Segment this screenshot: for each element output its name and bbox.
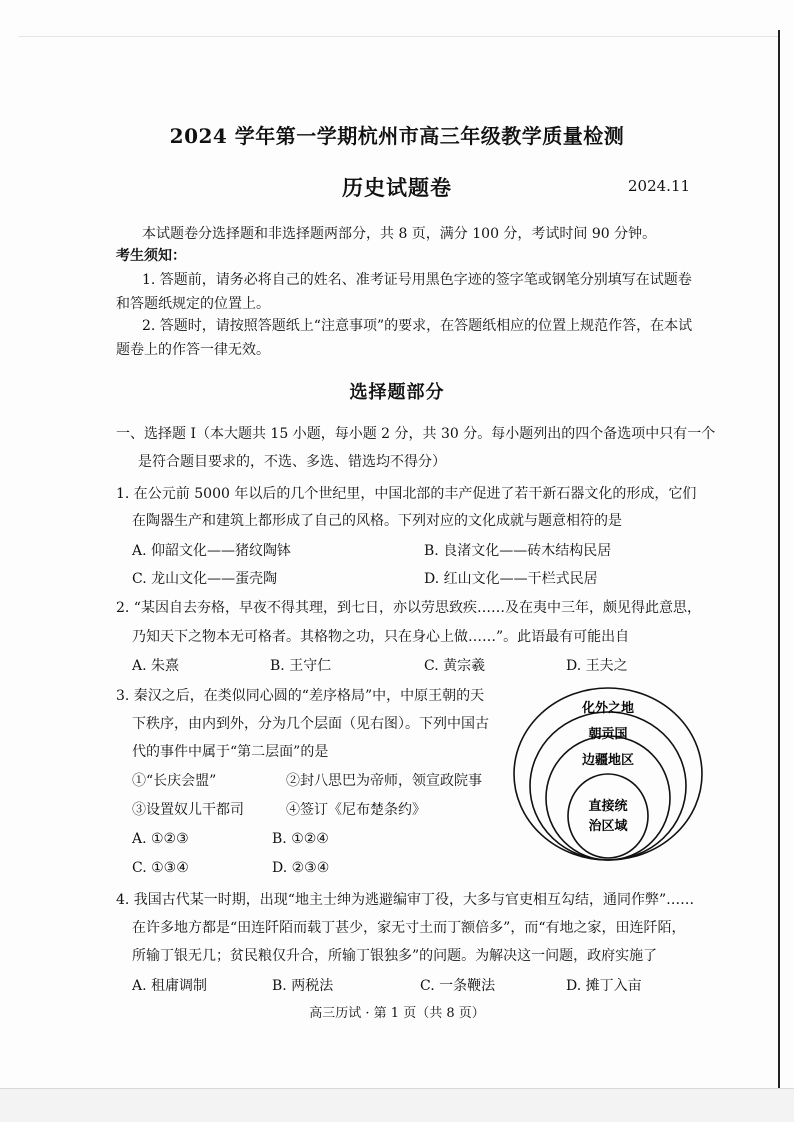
ring-2-label: 朝贡国 (588, 727, 628, 742)
q4-option-c: C. 一条鞭法 (420, 978, 496, 994)
q3-item-1: ①“长庆会盟” (132, 773, 217, 789)
q3-item-4: ④签订《尼布楚条约》 (286, 802, 426, 818)
q3-stem-line2: 下秩序，由内到外，分为几个层面（见右图）。下列中国古 (132, 716, 489, 732)
q4-option-a: A. 租庸调制 (132, 978, 208, 994)
q1-stem-line2: 在陶器生产和建筑上都形成了自己的风格。下列对应的文化成就与题意相符的是 (132, 513, 622, 529)
q2-option-d: D. 王夫之 (566, 658, 628, 674)
q3-option-b: B. ①②④ (272, 831, 329, 847)
q4-option-b: B. 两税法 (272, 978, 334, 994)
q3-stem-line1: 3. 秦汉之后，在类似同心圆的“差序格局”中，中原王朝的天 (116, 688, 485, 704)
notice-2-line1: 2. 答题时，请按照答题纸上“注意事项”的要求，在答题纸相应的位置上规范作答，在本试 (142, 318, 693, 334)
core-label-line1: 直接统 (588, 799, 628, 814)
concentric-circle-diagram (512, 686, 704, 862)
q2-option-a: A. 朱熹 (132, 658, 180, 674)
part-instructions-line1: 一、选择题 Ⅰ（本大题共 15 小题，每小题 2 分，共 30 分。每小题列出的四个备选项中只有一个 (116, 426, 716, 442)
q3-option-d: D. ②③④ (272, 860, 330, 876)
q3-item-2: ②封八思巴为帝师，领宣政院事 (286, 773, 482, 789)
ring-3-label: 边疆地区 (581, 753, 635, 768)
q1-option-d: D. 红山文化——干栏式民居 (424, 571, 598, 587)
exam-title: 2024 学年第一学期杭州市高三年级教学质量检测 (169, 124, 625, 148)
q1-option-a: A. 仰韶文化——猪纹陶钵 (132, 543, 292, 559)
intro-summary: 本试题卷分选择题和非选择题两部分，共 8 页，满分 100 分，考试时间 90 分钟。 (142, 226, 657, 242)
q1-option-b: B. 良渚文化——砖木结构民居 (424, 543, 612, 559)
q4-stem-line2: 在许多地方都是“田连阡陌而载丁甚少，家无寸土而丁额倍多”，而“有地之家，田连阡陌， (132, 920, 686, 936)
q4-stem-line3: 所输丁银无几；贫民粮仅升合，所输丁银独多”的问题。为解决这一问题，政府实施了 (132, 948, 658, 964)
scan-edge-bottom (0, 1088, 794, 1122)
q3-option-c: C. ①③④ (132, 860, 189, 876)
page-footer: 高三历试 · 第 1 页（共 8 页） (309, 1006, 485, 1021)
q1-option-c: C. 龙山文化——蛋壳陶 (132, 571, 278, 587)
q2-option-c: C. 黄宗羲 (424, 658, 486, 674)
notice-1-line2: 和答题纸规定的位置上。 (116, 296, 270, 312)
q2-stem-line1: 2. “某因自去夯格，早夜不得其理，到七日，亦以劳思致疾……及在夷中三年，颇见得此意思， (116, 600, 701, 616)
core-label-line2: 治区域 (588, 819, 628, 834)
exam-date: 2024.11 (628, 177, 691, 195)
ring-core (568, 774, 648, 858)
q2-option-b: B. 王守仁 (270, 658, 332, 674)
section-title: 选择题部分 (349, 382, 445, 403)
q4-stem-line1: 4. 我国古代某一时期，出现“地主士绅为逃避编审丁役，大多与官吏相互勾结，通同作弊”…… (116, 892, 695, 908)
notice-1-line1: 1. 答题前，请务必将自己的姓名、准考证号用黑色字迹的签字笔或钢笔分别填写在试题卷 (142, 272, 692, 288)
q3-stem-line3: 代的事件中属于“第二层面”的是 (132, 744, 329, 760)
q3-item-3: ③设置奴儿干都司 (132, 802, 244, 818)
q2-stem-line2: 乃知天下之物本无可格者。其格物之功，只在身心上做……”。此语最有可能出自 (132, 629, 630, 645)
notice-2-line2: 题卷上的作答一律无效。 (116, 342, 270, 358)
q1-stem-line1: 1. 在公元前 5000 年以后的几个世纪里，中国北部的丰产促进了若干新石器文化的形成，它们 (116, 486, 697, 502)
q4-option-d: D. 摊丁入亩 (566, 978, 642, 994)
part-instructions-line2: 是符合题目要求的，不选、多选、错选均不得分） (138, 454, 446, 470)
q3-option-a: A. ①②③ (132, 831, 189, 847)
ring-1-label: 化外之地 (581, 701, 635, 716)
notice-heading: 考生须知： (116, 248, 186, 264)
exam-subtitle: 历史试题卷 (342, 175, 452, 200)
scan-edge-top (18, 36, 778, 37)
